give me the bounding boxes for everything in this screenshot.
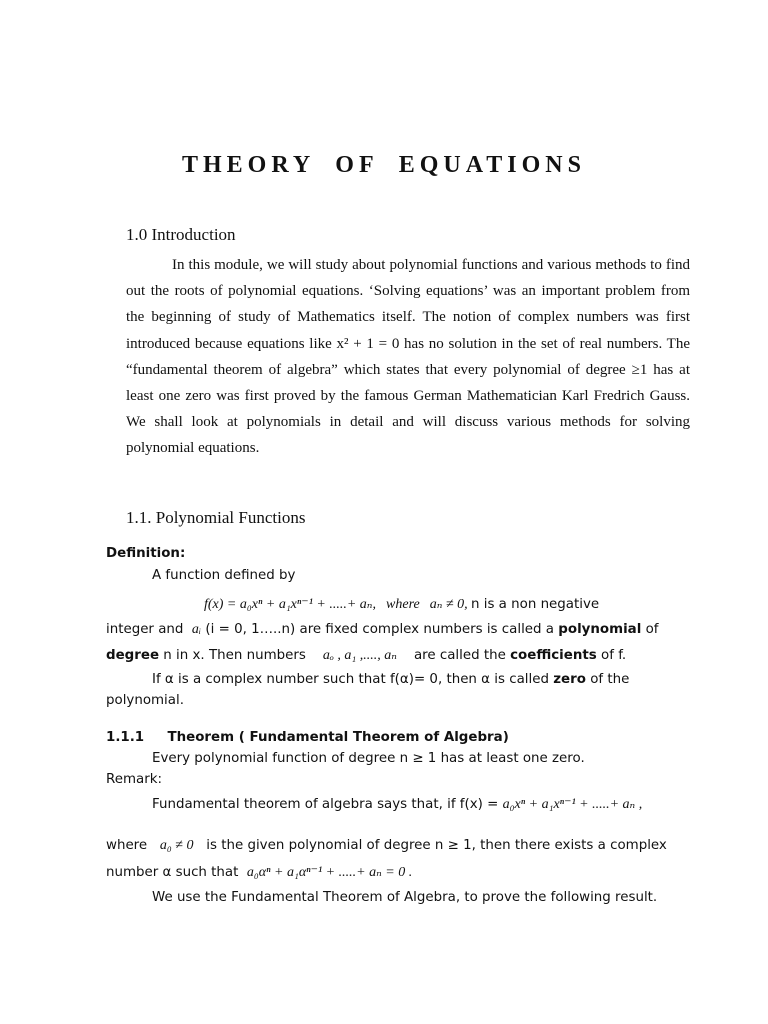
page-title: THEORY OF EQUATIONS	[182, 152, 586, 178]
text-where: where	[106, 838, 148, 853]
term-coefficients: coefficients	[510, 648, 597, 663]
number-line	[106, 864, 412, 881]
coefficients-list: aₒ , a₁ ,...., aₙ	[322, 648, 397, 663]
text-zero-a: If α is a complex number such that f(α)= 0, then α is called	[152, 672, 549, 687]
text-then-numbers: n in x. Then numbers	[163, 648, 306, 663]
text-number-alpha: number α such that	[106, 865, 239, 880]
text-are-called: are called the	[413, 648, 506, 663]
theorem-heading: Theorem ( Fundamental Theorem of Algebra)	[167, 730, 509, 745]
text-integer-and: integer and	[106, 622, 184, 637]
zero-definition-line	[152, 672, 629, 687]
text-of-f: of f.	[601, 648, 627, 663]
remark-line	[152, 796, 642, 813]
alpha-formula: a₀αⁿ + a₁αⁿ⁻¹ + .....+ aₙ = 0 .	[246, 865, 413, 880]
theorem-number: 1.1.1	[106, 730, 145, 745]
polynomial-word: polynomial.	[106, 693, 184, 708]
remark-formula: a₀xⁿ + a₁xⁿ⁻¹ + .....+ aₙ ,	[502, 797, 643, 812]
function-defined-by: A function defined by	[152, 568, 296, 583]
a0-condition: a₀ ≠ 0	[159, 838, 194, 853]
intro-text: In this module, we will study about polynomial functions and various methods to find out the roots of polynomial equations. ‘Solving equations’ was an important problem from the beginning of study of Mathematics itself. The notion of complex numbers was first introduced because equations like x² + 1 = 0 has no solution in the set of real numbers. The “fundamental theorem of algebra” which states that every polynomial of degree ≥1 has at least one zero was first proved by the famous German Mathematician Karl Fredrich Gauss. We shall look at polynomials in detail and will discuss various methods for solving polynomial equations.	[126, 257, 690, 457]
text-fixed-complex: (i = 0, 1…..n) are fixed complex numbers is called a	[205, 622, 555, 637]
text-of: of	[645, 622, 659, 637]
theorem-statement: Every polynomial function of degree n ≥ 1 has at least one zero.	[152, 751, 585, 766]
section-heading: 1.1. Polynomial Functions	[126, 508, 306, 527]
remark-label: Remark:	[106, 772, 162, 787]
ai-symbol: aᵢ	[191, 622, 202, 637]
text-zero-b: of the	[590, 672, 630, 687]
definition-line-2	[106, 622, 658, 638]
where-line	[106, 838, 667, 854]
where-word: where	[386, 597, 420, 612]
term-polynomial: polynomial	[558, 622, 642, 637]
nonneg-text: n is a non negative	[470, 597, 600, 612]
polynomial-formula: f(x) = a₀xⁿ + a₁xⁿ⁻¹ + .....+ aₙ,	[204, 597, 376, 612]
intro-heading: 1.0 Introduction	[126, 225, 236, 244]
term-zero: zero	[553, 672, 586, 687]
term-degree: degree	[106, 648, 160, 663]
intro-paragraph	[126, 252, 690, 462]
definition-line-3	[106, 647, 626, 664]
remark-text: Fundamental theorem of algebra says that, if f(x) =	[152, 797, 499, 812]
definition-label: Definition:	[106, 546, 186, 561]
text-given-polynomial: is the given polynomial of degree n ≥ 1, then there exists a complex	[206, 838, 667, 853]
polynomial-definition-line	[204, 596, 599, 613]
leading-condition: aₙ ≠ 0,	[429, 597, 468, 612]
closing-sentence: We use the Fundamental Theorem of Algebra, to prove the following result.	[152, 890, 658, 905]
theorem-heading-line	[106, 730, 509, 745]
